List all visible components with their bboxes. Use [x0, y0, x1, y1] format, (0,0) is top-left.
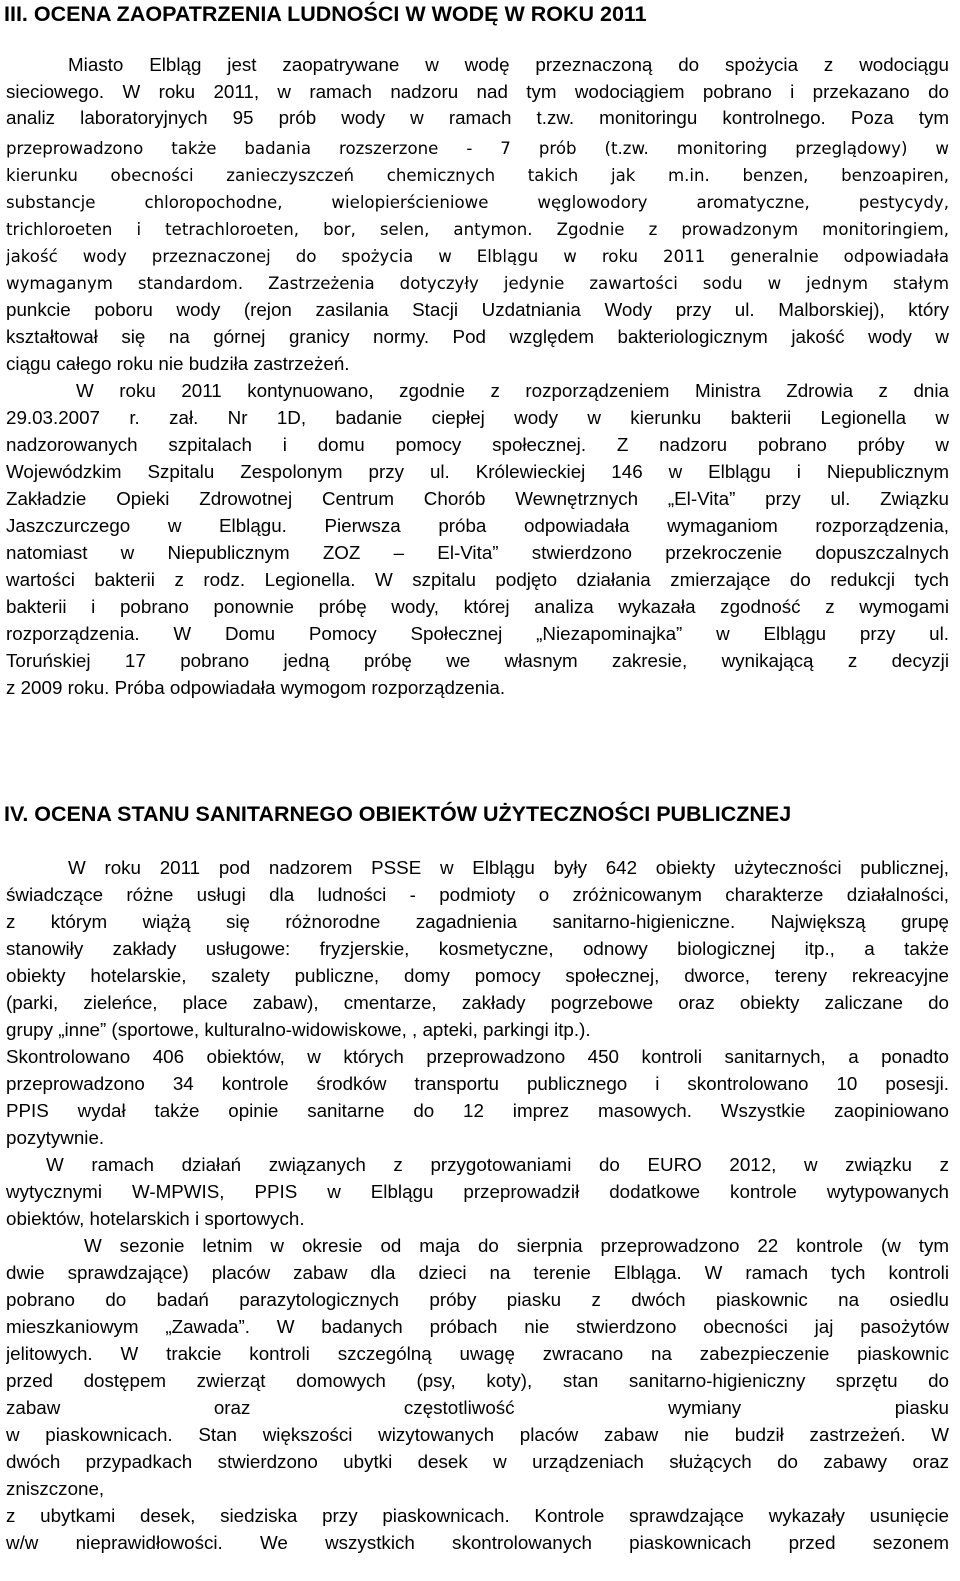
paragraph-line: PPIS wydał także opinie sanitarne do 12 imprez masowych. Wszystkie zaopiniowano: [6, 1100, 949, 1121]
paragraph-line: substancje chloropochodne, wielopierścieniowe węglowodory aromatyczne, pestycydy,: [6, 193, 949, 212]
paragraph-line: mieszkaniowym „Zawada”. W badanych próbach nie stwierdzono obecności jaj pasożytów: [6, 1316, 949, 1337]
paragraph-line: ciągu całego roku nie budziła zastrzeżeń.: [6, 353, 350, 374]
section-heading-public-facilities: IV. OCENA STANU SANITARNEGO OBIEKTÓW UŻYTECZNOŚCI PUBLICZNEJ: [4, 802, 792, 826]
paragraph-line: z 2009 roku. Próba odpowiadała wymogom rozporządzenia.: [6, 677, 506, 698]
paragraph-line: w/w nieprawidłowości. We wszystkich skontrolowanych piaskownicach przed sezonem: [6, 1532, 949, 1553]
paragraph-line: nadzorowanych szpitalach i domu pomocy społecznej. Z nadzoru pobrano próby w: [6, 434, 949, 455]
paragraph-line: natomiast w Niepublicznym ZOZ – El-Vita” stwierdzono przekroczenie dopuszczalnych: [6, 542, 949, 563]
paragraph-line: Miasto Elbląg jest zaopatrywane w wodę przeznaczoną do spożycia z wodociągu: [68, 54, 949, 75]
paragraph-line: zabaw oraz częstotliwość wymiany piasku: [6, 1397, 949, 1418]
paragraph-line: sieciowego. W roku 2011, w ramach nadzoru nad tym wodociągiem pobrano i przekazano do: [6, 81, 949, 102]
paragraph-line: jakość wody przeznaczonej do spożycia w Elblągu w roku 2011 generalnie odpowiadała: [6, 247, 949, 266]
paragraph-line: 29.03.2007 r. zał. Nr 1D, badanie ciepłej wody w kierunku bakterii Legionella w: [6, 407, 949, 428]
paragraph-line: obiektów, hotelarskich i sportowych.: [6, 1208, 305, 1229]
paragraph-line: zniszczone,: [6, 1478, 105, 1499]
paragraph-line: rozporządzenia. W Domu Pomocy Społecznej „Niezapominajka” w Elblągu przy ul.: [6, 623, 949, 644]
paragraph-line: Zakładzie Opieki Zdrowotnej Centrum Chorób Wewnętrznych „El-Vita” przy ul. Związku: [6, 488, 949, 509]
paragraph-line: punkcie poboru wody (rejon zasilania Stacji Uzdatniania Wody przy ul. Malborskiej), który: [6, 299, 949, 320]
paragraph-line: bakterii i pobrano ponownie próbę wody, której analiza wykazała zgodność z wymogami: [6, 596, 949, 617]
paragraph-line: kształtował się na górnej granicy normy. Pod względem bakteriologicznym jakość wody w: [6, 326, 949, 347]
paragraph-line: Jaszczurczego w Elblągu. Pierwsza próba odpowiadała wymaganiom rozporządzenia,: [6, 515, 949, 536]
paragraph-line: przeprowadzono także badania rozszerzone - 7 prób (t.zw. monitoring przeglądowy) w: [6, 139, 949, 158]
paragraph-line: jelitowych. W trakcie kontroli szczególną uwagę zwracano na zabezpieczenie piaskownic: [6, 1343, 949, 1364]
paragraph-line: przed dostępem zwierząt domowych (psy, koty), stan sanitarno-higieniczny sprzętu do: [6, 1370, 949, 1391]
paragraph-line: grupy „inne” (sportowe, kulturalno-widowiskowe, , apteki, parkingi itp.).: [6, 1019, 591, 1040]
paragraph-line: wytycznymi W-MPWIS, PPIS w Elblągu przeprowadził dodatkowe kontrole wytypowanych: [6, 1181, 949, 1202]
paragraph-line: W roku 2011 kontynuowano, zgodnie z rozporządzeniem Ministra Zdrowia z dnia: [76, 380, 949, 401]
paragraph-line: trichloroeten i tetrachloroeten, bor, selen, antymon. Zgodnie z prowadzonym monitoringiem,: [6, 220, 949, 239]
paragraph-line: analiz laboratoryjnych 95 prób wody w ramach t.zw. monitoringu kontrolnego. Poza tym: [6, 107, 949, 128]
paragraph-line: W ramach działań związanych z przygotowaniami do EURO 2012, w związku z: [46, 1154, 949, 1175]
paragraph-line: obiekty hotelarskie, szalety publiczne, domy pomocy społecznej, dworce, tereny rekreacyjne: [6, 965, 949, 986]
paragraph-line: z którym wiążą się różnorodne zagadnienia sanitarno-higieniczne. Największą grupę: [6, 911, 949, 932]
paragraph-line: z ubytkami desek, siedziska przy piaskownicach. Kontrole sprawdzające wykazały usunięcie: [6, 1505, 949, 1526]
paragraph-line: Wojewódzkim Szpitalu Zespolonym przy ul. Królewieckiej 146 w Elblągu i Niepublicznym: [6, 461, 949, 482]
paragraph-line: stanowiły zakłady usługowe: fryzjerskie, kosmetyczne, odnowy biologicznej itp., a także: [6, 938, 949, 959]
paragraph-line: pozytywnie.: [6, 1127, 105, 1148]
paragraph-line: świadczące różne usługi dla ludności - podmioty o zróżnicowanym charakterze działalności,: [6, 884, 949, 905]
paragraph-line: W sezonie letnim w okresie od maja do sierpnia przeprowadzono 22 kontrole (w tym: [84, 1235, 949, 1256]
paragraph-line: (parki, zieleńce, place zabaw), cmentarze, zakłady pogrzebowe oraz obiekty zaliczane do: [6, 992, 949, 1013]
paragraph-line: W roku 2011 pod nadzorem PSSE w Elblągu były 642 obiekty użyteczności publicznej,: [68, 857, 949, 878]
paragraph-line: wartości bakterii z rodz. Legionella. W szpitalu podjęto działania zmierzające do redukcji tych: [6, 569, 949, 590]
section-heading-water-supply: III. OCENA ZAOPATRZENIA LUDNOŚCI W WODĘ W ROKU 2011: [4, 2, 647, 26]
paragraph-line: dwóch przypadkach stwierdzono ubytki desek w urządzeniach służących do zabawy oraz: [6, 1451, 949, 1472]
paragraph-line: kierunku obecności zanieczyszczeń chemicznych takich jak m.in. benzen, benzoapiren,: [6, 166, 949, 185]
paragraph-line: Toruńskiej 17 pobrano jedną próbę we własnym zakresie, wynikającą z decyzji: [6, 650, 949, 671]
paragraph-line: przeprowadzono 34 kontrole środków transportu publicznego i skontrolowano 10 posesji.: [6, 1073, 949, 1094]
paragraph-line: pobrano do badań parazytologicznych próby piasku z dwóch piaskownic na osiedlu: [6, 1289, 949, 1310]
paragraph-line: dwie sprawdzające) placów zabaw dla dzieci na terenie Elbląga. W ramach tych kontroli: [6, 1262, 949, 1283]
paragraph-line: Skontrolowano 406 obiektów, w których przeprowadzono 450 kontroli sanitarnych, a ponadto: [6, 1046, 949, 1067]
paragraph-line: w piaskownicach. Stan większości wizytowanych placów zabaw nie budził zastrzeżeń. W: [6, 1424, 949, 1445]
paragraph-line: wymaganym standardom. Zastrzeżenia dotyczyły jedynie zawartości sodu w jednym stałym: [6, 274, 949, 293]
